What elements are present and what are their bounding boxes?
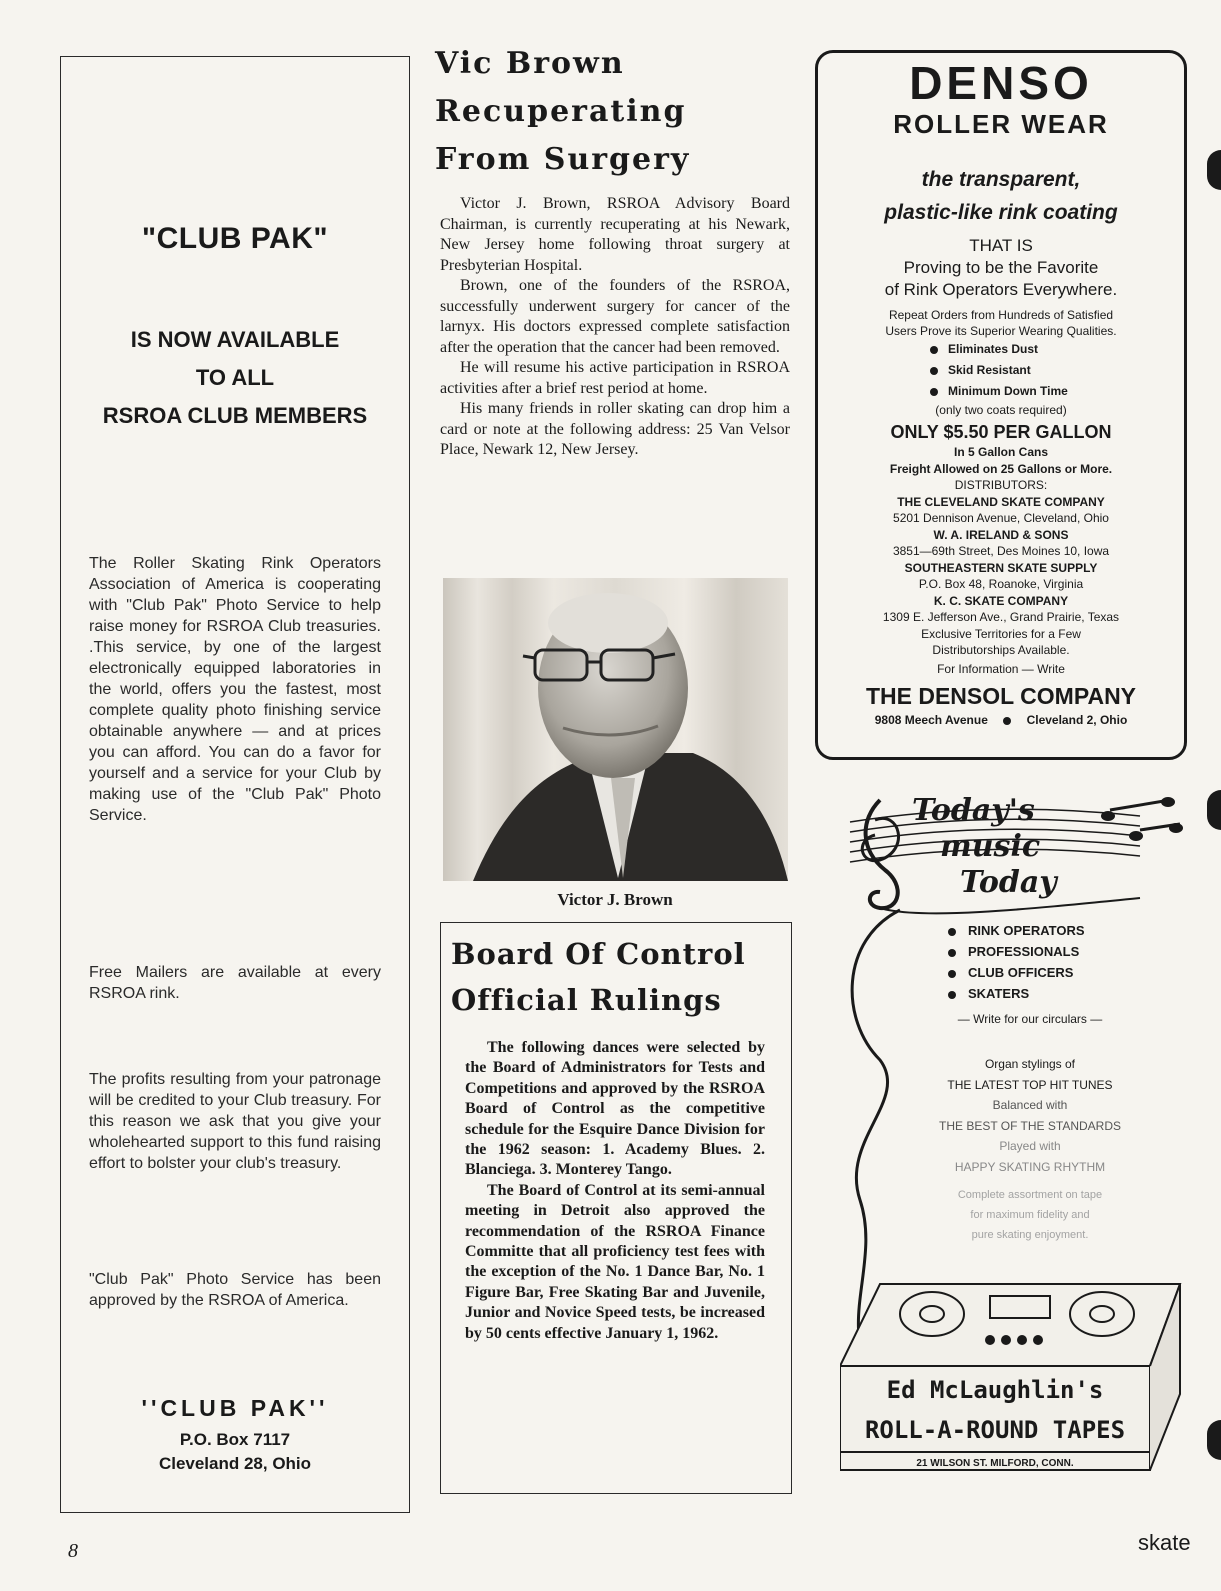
article-headline [435,40,795,184]
organ-line: Organ stylings of [984,1057,1076,1071]
tape-brand-line: Ed McLaughlin's [886,1376,1104,1404]
audience-item-text: PROFESSIONALS [968,944,1080,959]
exclusive-line: Exclusive Territories for a Few [921,626,1081,641]
article-paragraph: Brown, one of the founders of the RSROA, successfully underwent surgery for cancer of the larnyx. His doctors expressed complete satisfaction after the operation that the cancer had been removed. [440,277,790,356]
music-logo [840,780,1200,920]
denso-bullet [930,339,1184,360]
magazine-name: skate [1138,1530,1191,1555]
denso-brand: DENSO [909,57,1093,109]
denso-tagline [818,163,1184,229]
bullet-dot-icon [948,970,956,978]
club-pak-footer [61,1395,409,1476]
denso-exclusive [818,626,1184,659]
distributor-address: 5201 Dennison Avenue, Cleveland, Ohio [893,511,1109,525]
distributor-name: SOUTHEASTERN SKATE SUPPLY [904,560,1098,575]
bullet-dot-icon [948,991,956,999]
article-paragraph: His many friends in roller skating can drop him a card or note at the following address: 25 Van Velsor Place, Newark 12, New Jersey. [440,400,790,458]
audience-item-text: SKATERS [968,986,1030,1001]
denso-coats-note: (only two coats required) [935,403,1067,417]
bullet-dot-icon [948,949,956,957]
proving-line: of Rink Operators Everywhere. [884,280,1118,299]
board-of-control-box [440,922,792,1494]
audience-item-text: RINK OPERATORS [968,923,1085,938]
denso-repeat-orders [818,307,1184,339]
photo-caption: Victor J. Brown [557,890,673,909]
logo-line: music [940,829,1041,864]
audience-item [948,962,1085,983]
club-pak-footer-name: ''CLUB PAK'' [141,1395,329,1421]
repeat-line: Repeat Orders from Hundreds of Satisfied [888,308,1114,322]
denso-cans: In 5 Gallon Cans [953,445,1049,459]
board-paragraph: The following dances were selected by the Board of Administrators for Tests and Competitions and approved by the RSROA Board of Control as the competitive schedule for the Esquire Dance Division for the 1962 season: 1. Academy Blues. 2. Blanciega. 3. Monterey Tango. [465,1039,765,1179]
exclusive-line: Distributorships Available. [932,643,1070,657]
tape-brand-line: ROLL-A-ROUND TAPES [864,1416,1126,1444]
headline-line: From Surgery [435,142,691,177]
distributor-address: 1309 E. Jefferson Ave., Grand Prairie, Texas [882,610,1120,624]
denso-freight: Freight Allowed on 25 Gallons or More. [889,461,1113,476]
bullet-dot-icon [930,367,938,375]
denso-subtitle: ROLLER WEAR [893,109,1109,139]
organ-line: Balanced with [992,1098,1068,1113]
denso-that-is: THAT IS [969,236,1033,255]
board-headline-line: Board Of Control [451,937,746,971]
club-pak-paragraph: The profits resulting from your patronage will be credited to your Club treasury. For this reason we ask that you give your wholehearted support to this fund raising effort to bolster your club's treasury. [89,1071,381,1172]
denso-ad [815,50,1187,760]
binding-hole-mark [1207,150,1221,190]
distributor-address: P.O. Box 48, Roanoke, Virginia [918,577,1084,591]
tape-address: 21 WILSON ST. MILFORD, CONN. [916,1458,1074,1469]
audience-item-text: CLUB OFFICERS [968,965,1074,980]
denso-company: THE DENSOL COMPANY [865,683,1137,709]
board-paragraph: The Board of Control at its semi-annual meeting in Detroit also approved the recommendation of the RSROA Finance Committe that all proficiency test fees with the exception of the No. 1 Dance Bar, No. 1 Figure Bar, Free Skating Bar and Juvenile, Junior and Novice Speed tests, be increased by 50 cents effective January 1, 1962. [465,1181,765,1342]
bullet-dot-icon [1003,717,1011,725]
denso-distributors-label: DISTRIBUTORS: [954,478,1048,492]
portrait-photo [443,578,788,881]
denso-bullet-text: Skid Resistant [948,363,1031,377]
logo-line: Today [960,865,1057,900]
board-headline-line: Official Rulings [451,983,722,1017]
bullet-dot-icon [948,928,956,936]
logo-line: Today's [912,793,1035,828]
bullet-dot-icon [930,388,938,396]
club-pak-paragraph: The Roller Skating Rink Operators Association of America is cooperating with "Club Pak" Photo Service to help raise money for RSROA Club treasuries. .This service, by one of the largest electronically equipped laboratories in the world, offers you the fastest, most complete quality photo finishing service obtainable anywhere — and at prices you can afford. You can do a favor for yourself and a service for your Club by making use of the "Club Pak" Photo Service. [89,555,381,824]
availability-line: RSROA CLUB MEMBERS [102,403,368,428]
organ-line: THE LATEST TOP HIT TUNES [947,1077,1113,1092]
availability-line: IS NOW AVAILABLE [130,327,340,352]
binding-hole-mark [1207,1420,1221,1460]
portrait-image [443,578,788,881]
music-audience-list [948,920,1085,1004]
page-number: 8 [68,1540,78,1562]
music-ad [840,780,1200,1500]
bullet-dot-icon [930,346,938,354]
organ-line: HAPPY SKATING RHYTHM [954,1159,1106,1174]
article-body [440,194,790,461]
board-body [465,1038,765,1344]
headline-line: Recuperating [435,94,687,129]
complete-line: pure skating enjoyment. [971,1229,1089,1241]
denso-address [818,711,1184,729]
audience-item [948,941,1085,962]
denso-bullet-text: Minimum Down Time [948,384,1068,398]
article-paragraph: Victor J. Brown, RSROA Advisory Board Chairman, is currently recuperating at his Newark, New Jersey home following throat surgery at Presbyterian Hospital. [440,195,790,274]
club-pak-address-line: Cleveland 28, Ohio [158,1454,312,1473]
distributor-name: THE CLEVELAND SKATE COMPANY [897,494,1105,509]
music-write: — Write for our circulars — [957,1012,1103,1026]
denso-bullet [930,360,1184,381]
denso-address-street: 9808 Meech Avenue [874,713,988,727]
distributor-name: W. A. IRELAND & SONS [933,527,1069,542]
denso-bullet-text: Eliminates Dust [948,342,1039,356]
club-pak-ad [60,56,410,1513]
complete-line: Complete assortment on tape [957,1189,1103,1201]
audience-item [948,920,1085,941]
denso-proving [818,257,1184,301]
denso-info: For Information — Write [937,661,1065,676]
club-pak-address-line: P.O. Box 7117 [179,1430,291,1449]
club-pak-paragraph: "Club Pak" Photo Service has been approved by the RSROA of America. [89,1271,381,1309]
tagline-line: the transparent, [921,168,1081,191]
proving-line: Proving to be the Favorite [903,258,1099,277]
denso-bullet [930,381,1184,402]
article-paragraph: He will resume his active participation in RSROA activities after a brief rest period at home. [440,359,790,397]
denso-address-city: Cleveland 2, Ohio [1026,713,1128,727]
board-headline [451,931,791,1023]
tagline-line: plastic-like rink coating [884,201,1118,224]
tape-recorder-illustration [840,1274,1192,1474]
audience-item [948,983,1085,1004]
headline-line: Vic Brown [435,46,625,81]
complete-line: for maximum fidelity and [970,1209,1090,1221]
music-organ-text [880,1054,1180,1178]
distributor-address: 3851—69th Street, Des Moines 10, Iowa [892,544,1110,558]
distributor-name: K. C. SKATE COMPANY [933,593,1069,608]
club-pak-title: "CLUB PAK" [141,222,329,255]
music-complete-text [900,1185,1160,1245]
club-pak-availability [61,321,409,435]
club-pak-paragraph: Free Mailers are available at every RSROA rink. [89,964,381,1002]
organ-line: THE BEST OF THE STANDARDS [938,1118,1122,1133]
denso-price: ONLY $5.50 PER GALLON [890,422,1112,442]
denso-bullet-list [818,339,1184,402]
repeat-line: Users Prove its Superior Wearing Qualities. [885,324,1117,338]
organ-line: Played with [999,1139,1061,1154]
availability-line: TO ALL [195,365,275,390]
binding-hole-mark [1207,790,1221,830]
